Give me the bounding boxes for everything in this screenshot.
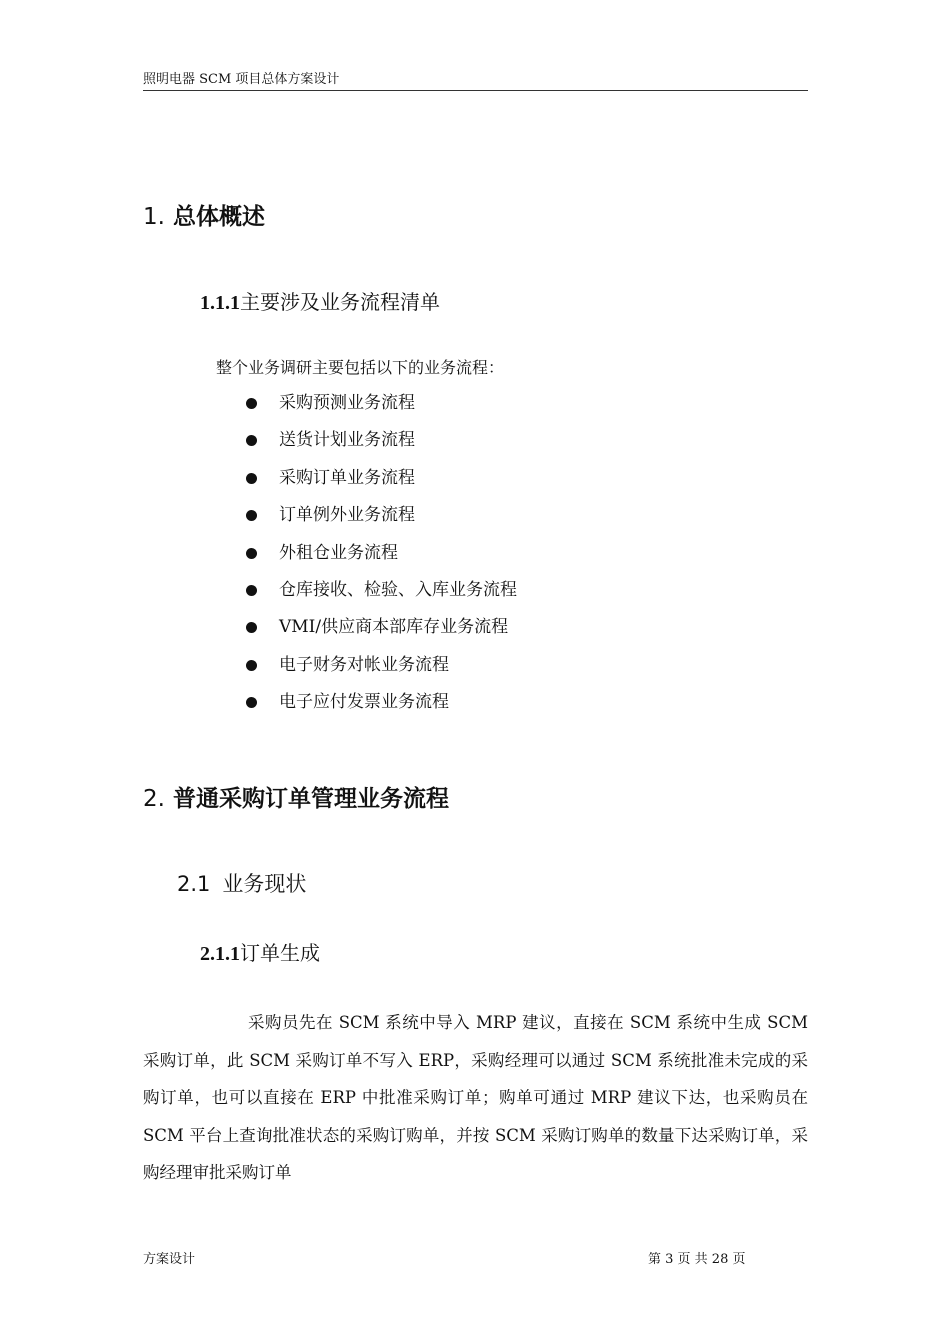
section-2-1-heading [177, 868, 306, 898]
bullet-icon [246, 398, 257, 409]
list-item-label: 电子财务对帐业务流程 [279, 654, 449, 675]
section-1-1-1-number: 1.1.1 [200, 292, 240, 314]
bullet-icon [246, 622, 257, 633]
bullet-icon [246, 510, 257, 521]
list-item-label: VMI/供应商本部库存业务流程 [279, 617, 509, 638]
page-header [143, 70, 808, 91]
section-2-1-number: 2.1 [177, 872, 211, 896]
bullet-icon [246, 697, 257, 708]
section-2-1-1-title: 订单生成 [240, 941, 320, 965]
section-2-title: 普通采购订单管理业务流程 [172, 786, 449, 812]
section-1-title: 总体概述 [172, 204, 265, 230]
section-2-heading [143, 780, 449, 813]
section-1-1-1-heading [200, 286, 440, 315]
bullet-icon [246, 585, 257, 596]
section-2-1-title: 业务现状 [222, 872, 307, 896]
header-title: 照明电器 SCM 项目总体方案设计 [143, 72, 340, 87]
section-1-heading [143, 198, 265, 231]
order-generation-paragraph: 采购员先在 SCM 系统中导入 MRP 建议，直接在 SCM 系统中生成 SCM 采购订单，此 SCM 采购订单不写入 ERP，采购经理可以通过 SCM 系统批准未完成的采购订单，也可以直接在 ERP 中批准采购订单；购单可通过 MRP 建议下达，也采购员在 SCM 平台上查询批准状态的采购订购单，并按 SCM 采购订购单的数量下达采购订单，采购经理审批采购订单 [143, 1013, 808, 1182]
list-item-label: 仓库接收、检验、入库业务流程 [279, 579, 517, 600]
bullet-icon [246, 548, 257, 559]
list-item-label: 送货计划业务流程 [279, 430, 415, 451]
list-item-label: 电子应付发票业务流程 [279, 692, 449, 713]
footer-left: 方案设计 [143, 1252, 196, 1267]
list-item-label: 采购订单业务流程 [279, 467, 415, 488]
footer-page-info: 第 3 页 共 28 页 [648, 1252, 746, 1267]
section-2-1-1-number: 2.1.1 [200, 943, 240, 965]
bullet-icon [246, 473, 257, 484]
bullet-icon [246, 660, 257, 671]
section-2-number: 2. [143, 786, 165, 812]
section-1-number: 1. [143, 204, 165, 230]
intro-text: 整个业务调研主要包括以下的业务流程： [216, 358, 505, 377]
list-item-label: 订单例外业务流程 [279, 505, 415, 526]
list-item-label: 外租仓业务流程 [279, 542, 398, 563]
section-1-1-1-title: 主要涉及业务流程清单 [240, 290, 440, 314]
bullet-icon [246, 435, 257, 446]
list-item-label: 采购预测业务流程 [279, 393, 415, 413]
section-2-1-1-heading [200, 937, 320, 966]
